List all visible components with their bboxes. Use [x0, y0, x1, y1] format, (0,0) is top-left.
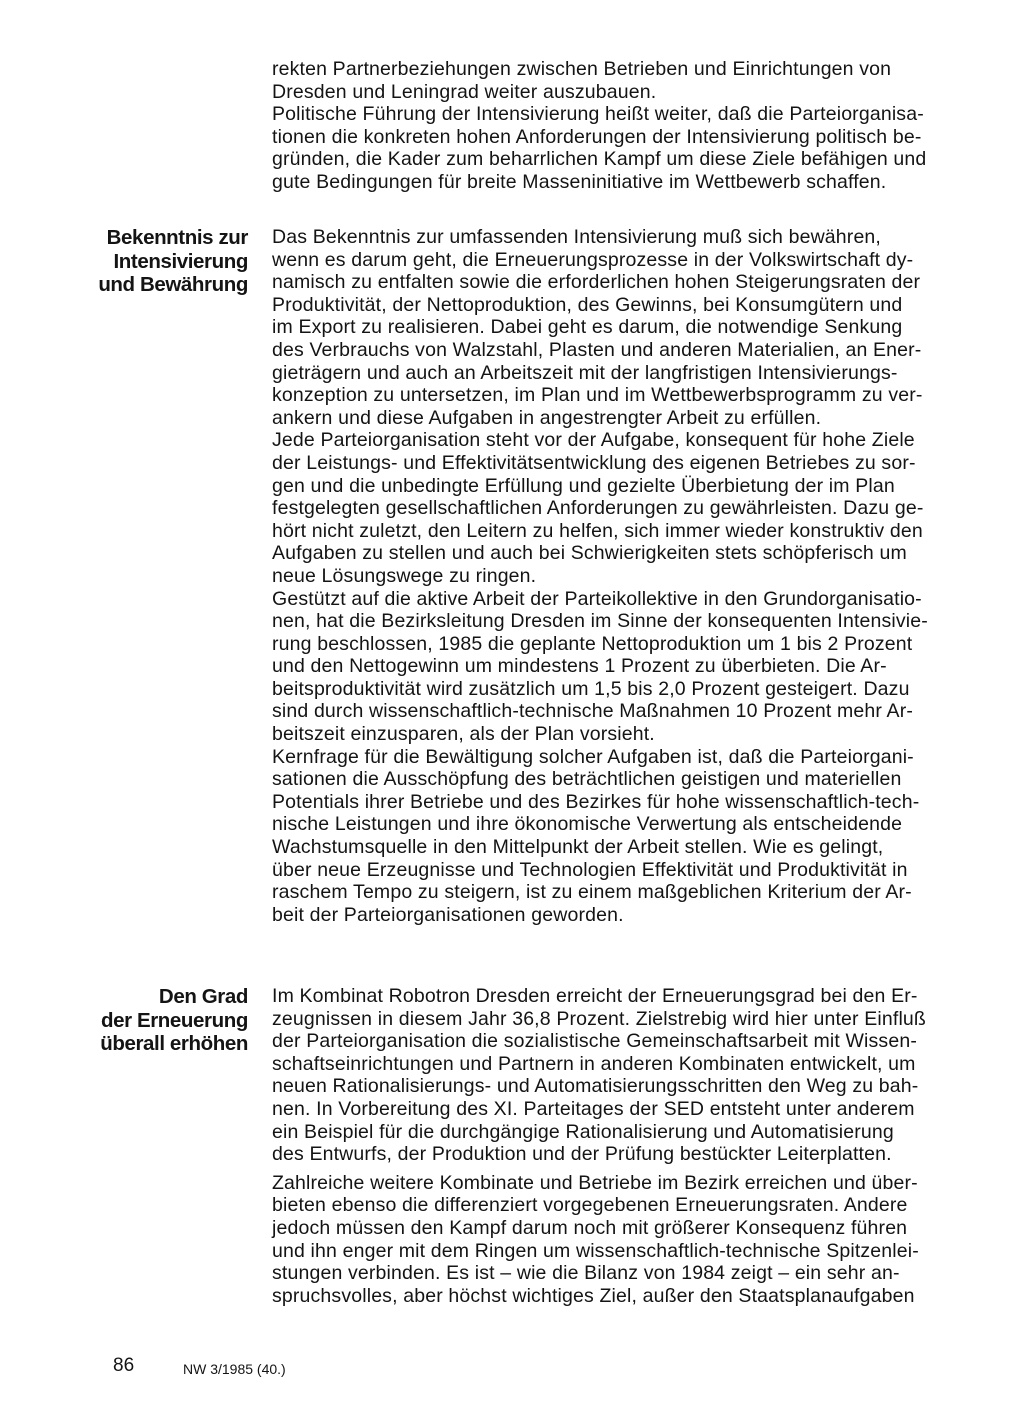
side-heading-line: und Bewährung — [98, 273, 248, 296]
paragraph — [272, 429, 984, 587]
paragraph — [272, 746, 984, 927]
text-line: Wachstumsquelle in den Mittelpunkt der Arbeit stellen. Wie es gelingt, — [272, 836, 884, 859]
text-line: gen und die unbedingte Erfüllung und gezielte Überbietung der im Plan — [272, 474, 895, 497]
text-line: ankern und diese Aufgaben in angestrengter Arbeit zu erfüllen. — [272, 406, 822, 429]
text-line: namisch zu entfalten sowie die erforderlichen hohen Steigerungsraten der — [272, 271, 921, 294]
text-line: konzeption zu untersetzen, im Plan und im Wettbewerbsprogramm zu ver- — [272, 384, 923, 407]
text-line: neuen Rationalisierungs- und Automatisierungsschritten den Weg zu bah- — [272, 1075, 919, 1098]
text-line: Im Kombinat Robotron Dresden erreicht der Erneuerungsgrad bei den Er- — [272, 985, 918, 1007]
text-line: Aufgaben zu stellen und auch bei Schwierigkeiten stets schöpferisch um — [272, 542, 907, 565]
text-line: Kernfrage für die Bewältigung solcher Aufgaben ist, daß die Parteiorgani- — [272, 745, 914, 768]
paragraph — [272, 226, 984, 429]
text-line: Dresden und Leningrad weiter auszubauen. — [272, 80, 657, 103]
text-line: gründen, die Kader zum beharrlichen Kampf um diese Ziele befähigen und — [272, 148, 927, 171]
paragraph — [272, 588, 984, 746]
paragraph — [272, 1172, 984, 1308]
text-line: wenn es darum geht, die Erneuerungsprozesse in der Volkswirtschaft dy- — [272, 248, 914, 271]
text-line: Gestützt auf die aktive Arbeit der Parteikollektive in den Grundorganisatio- — [272, 587, 922, 610]
text-line: beit der Parteiorganisationen geworden. — [272, 903, 624, 926]
text-line: beitszeit einzusparen, als der Plan vorsieht. — [272, 723, 655, 746]
text-line: sind durch wissenschaftlich-technische Maßnahmen 10 Prozent mehr Ar- — [272, 700, 913, 723]
text-line: nische Leistungen und ihre ökonomische Verwertung als entscheidende — [272, 813, 903, 836]
text-line: stungen verbinden. Es ist – wie die Bilanz von 1984 zeigt – ein sehr an- — [272, 1262, 900, 1285]
text-line: Produktivität, der Nettoproduktion, des Gewinns, bei Konsumgütern und — [272, 293, 903, 316]
side-heading-line: Bekenntnis zur — [106, 226, 248, 249]
text-line: neue Lösungswege zu ringen. — [272, 564, 537, 587]
page-number: 86 — [113, 1355, 135, 1376]
side-heading-line: überall erhöhen — [100, 1032, 248, 1055]
text-line: ein Beispiel für die durchgängige Rationalisierung und Automatisierung — [272, 1120, 894, 1143]
side-heading-line: Intensivierung — [113, 249, 248, 273]
side-heading-line: Den Grad — [158, 985, 248, 1008]
text-line: rung beschlossen, 1985 die geplante Nettoproduktion um 1 bis 2 Prozent — [272, 632, 913, 655]
text-line: sationen die Ausschöpfung des beträchtlichen geistigen und materiellen — [272, 768, 902, 791]
text-line: und ihn enger mit dem Ringen um wissenschaftlich-technische Spitzenlei- — [272, 1239, 919, 1262]
text-line: nen. In Vorbereitung des XI. Parteitages der SED entsteht unter anderem — [272, 1097, 915, 1120]
text-line: Politische Führung der Intensivierung heißt weiter, daß die Parteiorganisa- — [272, 103, 924, 126]
text-line: gieträgern und auch an Arbeitszeit mit der langfristigen Intensivierungs- — [272, 361, 898, 384]
section-bekenntnis-text — [272, 226, 984, 926]
text-line: jedoch müssen den Kampf darum noch mit größerer Konsequenz führen — [272, 1216, 908, 1239]
journal-reference: NW 3/1985 (40.) — [183, 1361, 286, 1377]
section-intro-text — [272, 58, 984, 194]
text-line: des Verbrauchs von Walzstahl, Plasten und anderen Materialien, an Ener- — [272, 338, 922, 361]
text-line: der Leistungs- und Effektivitätsentwicklung des eigenen Betriebes zu sor- — [272, 451, 916, 474]
text-line: der Parteiorganisation die sozialistische Gemeinschaftsarbeit mit Wissen- — [272, 1030, 917, 1053]
text-line: über neue Erzeugnisse und Technologien Effektivität und Produktivität in — [272, 858, 908, 881]
side-heading-erneuerung — [8, 985, 248, 1056]
text-line: spruchsvolles, aber höchst wichtiges Ziel, außer den Staatsplanaufgaben — [272, 1284, 915, 1307]
text-line: raschem Tempo zu steigern, ist zu einem maßgeblichen Kriterium der Ar- — [272, 881, 912, 904]
text-line: rekten Partnerbeziehungen zwischen Betrieben und Einrichtungen von — [272, 58, 892, 80]
text-line: zeugnissen in diesem Jahr 36,8 Prozent. Zielstrebig wird hier unter Einfluß — [272, 1007, 926, 1030]
text-line: Jede Parteiorganisation steht vor der Aufgabe, konsequent für hohe Ziele — [272, 429, 915, 452]
paragraph — [272, 985, 984, 1166]
text-line: Zahlreiche weitere Kombinate und Betriebe im Bezirk erreichen und über- — [272, 1171, 918, 1194]
text-line: und den Nettogewinn um mindestens 1 Prozent zu überbieten. Die Ar- — [272, 655, 887, 678]
text-line: bieten ebenso die differenziert vorgegebenen Erneuerungsraten. Andere — [272, 1194, 908, 1217]
text-line: nen, hat die Bezirksleitung Dresden im Sinne der konsequenten Intensivie- — [272, 610, 928, 633]
text-line: Potentials ihrer Betriebe und des Bezirkes für hohe wissenschaftlich-tech- — [272, 790, 920, 813]
section-erneuerung-text — [272, 985, 984, 1307]
text-line: festgelegten gesellschaftlichen Anforderungen zu gewährleisten. Dazu ge- — [272, 497, 924, 520]
text-line: tionen die konkreten hohen Anforderungen der Intensivierung politisch be- — [272, 125, 922, 148]
text-line: hört nicht zuletzt, den Leitern zu helfen, sich immer wieder konstruktiv den — [272, 519, 923, 542]
side-heading-bekenntnis — [8, 226, 248, 297]
side-heading-line: der Erneuerung — [100, 1008, 248, 1032]
text-line: des Entwurfs, der Produktion und der Prüfung bestückter Leiterplatten. — [272, 1143, 892, 1166]
text-line: schaftseinrichtungen und Partnern in anderen Kombinaten entwickelt, um — [272, 1052, 916, 1075]
text-line: Das Bekenntnis zur umfassenden Intensivierung muß sich bewähren, — [272, 226, 881, 248]
text-line: gute Bedingungen für breite Masseninitiative im Wettbewerb schaffen. — [272, 170, 887, 193]
text-line: beitsproduktivität wird zusätzlich um 1,5 bis 2,0 Prozent gesteigert. Dazu — [272, 677, 910, 700]
text-line: im Export zu realisieren. Dabei geht es darum, die notwendige Senkung — [272, 316, 903, 339]
